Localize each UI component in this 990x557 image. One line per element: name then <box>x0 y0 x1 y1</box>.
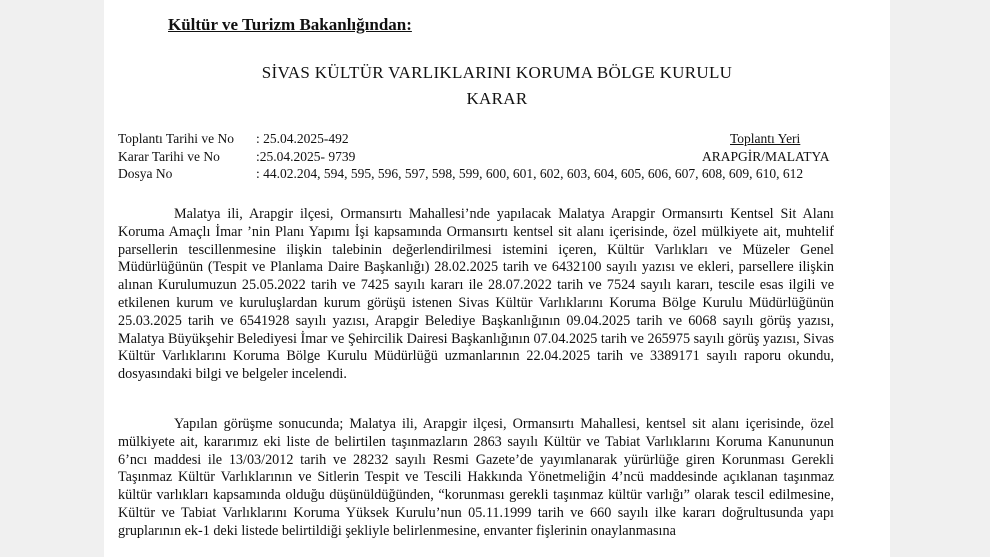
file-number-label: Dosya No <box>118 166 173 181</box>
meeting-place-label: Toplantı Yeri <box>730 131 801 146</box>
board-title: SİVAS KÜLTÜR VARLIKLARINI KORUMA BÖLGE KURULU <box>261 63 733 82</box>
decision-paragraph-2: Yapılan görüşme sonucunda; Malatya ili, Arapgir ilçesi, Ormansırtı Mahallesi, kentsel sit alanı içerisinde, özel mülkiyete ait, kararımız eki liste de belirtilen taşınmazların 2863 sayılı Kültür ve Tabiat Varlıklarını Koruma Kanununun 6’ncı maddesi ile 13/03/2012 tarih ve 28232 sayılı Resmi Gazete’de yayımlanarak yürürlüğe giren Korunması Gerekli Taşınmaz Kültür Varlıklarının ve Sitlerin Tespit ve Tescili Hakkında Yönetmeliğin 4’ncü maddesinde açıklanan taşınmaz kültür varlıkları kapsamında olduğu düşünüldüğünden, “korunması gerekli taşınmaz kültür varlığı” olarak tescil edilmesine, Kültür ve Tabiat Varlıklarını Koruma Yüksek Kurulu’nun 05.11.1999 tarih ve 660 sayılı ilke kararı doğrultusunda yapı gruplarının ek-1 deki listede belirtildiği şekliyle belirlenmesine, envanter fişlerinin onaylanmasına <box>118 416 834 539</box>
decision-title: KARAR <box>466 89 528 108</box>
decision-paragraph-1: Malatya ili, Arapgir ilçesi, Ormansırtı Mahallesi’nde yapılacak Malatya Arapgir Ormansırtı Kentsel Sit Alanı Koruma Amaçlı İmar ’nin Planı Yapımı İşi kapsamında Ormansırtı kentsel sit alanı içerisinde, özel mülkiyete ait, muhtelif parsellerin tescillenmesine ilişkin talebinin değerlendirilmesi istemini içeren, Kültür Varlıkları ve Müzeler Genel Müdürlüğünün (Tespit ve Planlama Daire Başkanlığı) 28.02.2025 tarih ve 6432100 sayılı yazısı ve ekleri, parsellere ilişkin alınan Kurulumuzun 25.05.2022 tarih ve 7425 sayılı kararı ile 28.07.2022 tarih ve 7524 sayılı kararı, tescile esas ilgili ve etkilenen kurum ve kuruluşlardan kurum görüşü istenen Sivas Kültür Varlıklarını Koruma Bölge Kurulu Müdürlüğünün 25.03.2025 tarih ve 6541928 sayılı yazısı, Arapgir Belediye Başkanlığının 09.04.2025 tarih ve 6068 sayılı görüş yazısı, Malatya Büyükşehir Belediyesi İmar ve Şehircilik Dairesi Başkanlığının 07.04.2025 tarih ve 265975 sayılı görüş yazısı, Sivas Kültür Varlıklarını Koruma Bölge Kurulu Müdürlüğü uzmanlarının 22.04.2025 tarih ve 3389171 sayılı raporu okundu, dosyasındaki bilgi ve belgeler incelendi. <box>118 206 834 383</box>
meeting-place-value: ARAPGİR/MALATYA <box>702 149 830 164</box>
decision-date-value: :25.04.2025- 9739 <box>256 149 356 164</box>
file-number-value: : 44.02.204, 594, 595, 596, 597, 598, 599, 600, 601, 602, 603, 604, 605, 606, 607, 608, 609, 610, 612 <box>256 166 804 181</box>
meeting-date-value: : 25.04.2025-492 <box>256 131 349 146</box>
document-page <box>104 0 890 557</box>
decision-date-label: Karar Tarihi ve No <box>118 149 220 164</box>
ministry-heading: Kültür ve Turizm Bakanlığından: <box>168 15 412 34</box>
meeting-date-label: Toplantı Tarihi ve No <box>118 131 234 146</box>
